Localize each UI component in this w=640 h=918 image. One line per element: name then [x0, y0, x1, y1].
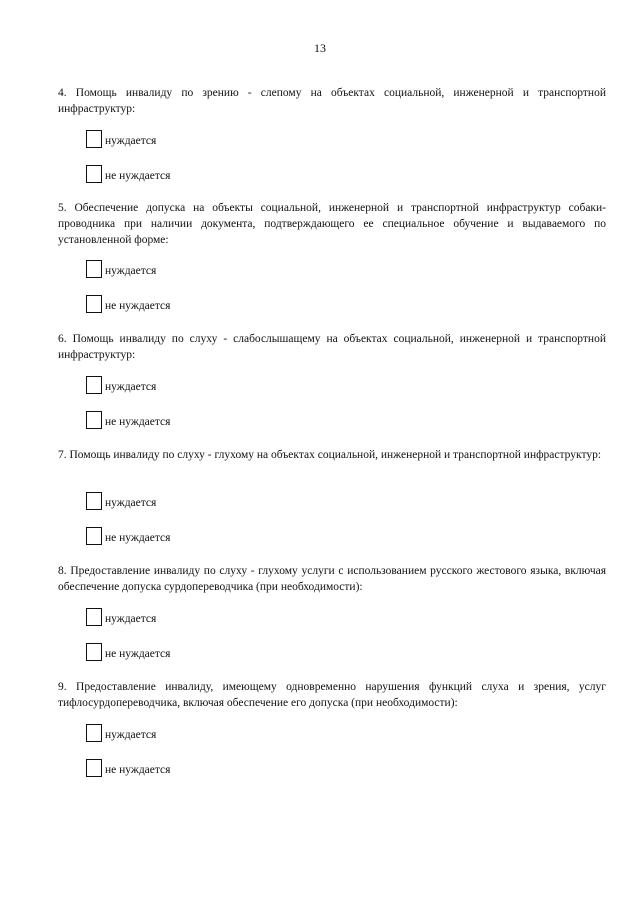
option-label: не нуждается: [105, 170, 171, 182]
checkbox[interactable]: [86, 260, 102, 278]
page-number: 13: [314, 41, 326, 55]
checkbox[interactable]: [86, 724, 102, 742]
option-needs[interactable]: [86, 722, 156, 742]
checkbox[interactable]: [86, 165, 102, 183]
question-text: 7. Помощь инвалиду по слуху - глухому на объектах социальной, инженерной и транспортной инфраструктур:: [58, 449, 602, 461]
option-needs[interactable]: [86, 258, 156, 278]
question-text: 9. Предоставление инвалиду, имеющему одновременно нарушения функций слуха и зрения, услуг тифлосурдопереводчика, включая обеспечение его допуска (при необходимости):: [58, 681, 606, 709]
option-needs[interactable]: [86, 128, 156, 148]
question-text: 4. Помощь инвалиду по зрению - слепому на объектах социальной, инженерной и транспортной инфраструктур:: [58, 87, 606, 115]
option-label: не нуждается: [105, 764, 171, 776]
checkbox[interactable]: [86, 643, 102, 661]
question-5: [58, 200, 606, 312]
option-needs[interactable]: [86, 490, 156, 510]
option-not-needs[interactable]: [86, 525, 170, 545]
checkbox[interactable]: [86, 130, 102, 148]
option-label: не нуждается: [105, 416, 171, 428]
checkbox[interactable]: [86, 759, 102, 777]
option-label: нуждается: [105, 613, 157, 625]
option-needs[interactable]: [86, 374, 156, 394]
question-text: 5. Обеспечение допуска на объекты социальной, инженерной и транспортной инфраструктур собаки-проводника при наличии документа, подтверждающего ее специальное обучение и выдаваемого по установленной форме:: [58, 202, 606, 246]
option-label: нуждается: [105, 729, 157, 741]
question-8: [58, 563, 606, 660]
option-not-needs[interactable]: [86, 163, 170, 183]
option-label: нуждается: [105, 381, 157, 393]
question-6: [58, 331, 606, 428]
question-4: [58, 85, 606, 182]
option-label: нуждается: [105, 265, 157, 277]
checkbox[interactable]: [86, 295, 102, 313]
option-not-needs[interactable]: [86, 293, 170, 313]
checkbox[interactable]: [86, 492, 102, 510]
checkbox[interactable]: [86, 376, 102, 394]
question-text: 8. Предоставление инвалиду по слуху - глухому услуги с использованием русского жестового языка, включая обеспечение допуска сурдопереводчика (при необходимости):: [58, 565, 606, 593]
checkbox[interactable]: [86, 527, 102, 545]
option-not-needs[interactable]: [86, 641, 170, 661]
option-not-needs[interactable]: [86, 409, 170, 429]
option-needs[interactable]: [86, 606, 156, 626]
option-label: нуждается: [105, 135, 157, 147]
checkbox[interactable]: [86, 411, 102, 429]
question-text: 6. Помощь инвалиду по слуху - слабослышащему на объектах социальной, инженерной и транспортной инфраструктур:: [58, 333, 606, 361]
checkbox[interactable]: [86, 608, 102, 626]
option-label: нуждается: [105, 497, 157, 509]
question-7: [58, 447, 606, 544]
option-label: не нуждается: [105, 300, 171, 312]
option-label: не нуждается: [105, 532, 171, 544]
question-9: [58, 679, 606, 776]
option-not-needs[interactable]: [86, 757, 170, 777]
option-label: не нуждается: [105, 648, 171, 660]
